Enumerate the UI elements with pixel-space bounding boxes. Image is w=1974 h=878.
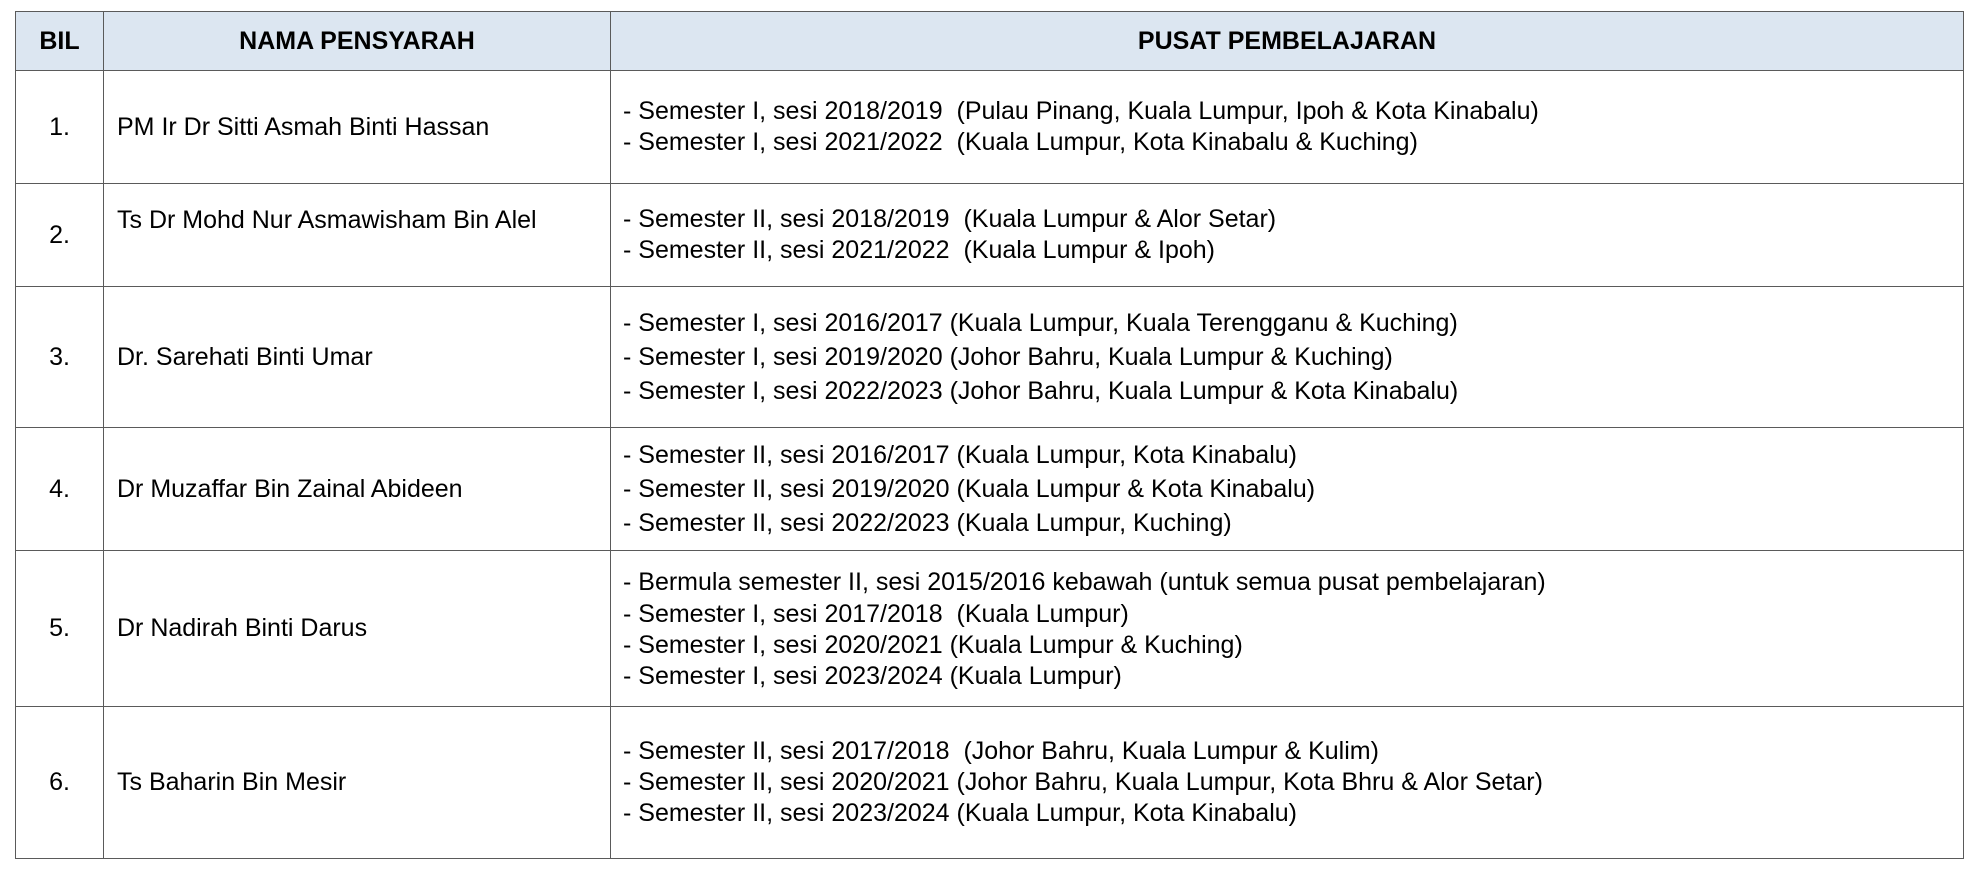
session-line: - Semester II, sesi 2017/2018 (Johor Bahru, Kuala Lumpur & Kulim) — [623, 737, 1379, 765]
table-header-row — [16, 12, 1964, 71]
table-row — [16, 551, 1964, 707]
session-line: - Semester II, sesi 2022/2023 (Kuala Lumpur, Kuching) — [623, 509, 1232, 537]
row-number: 6. — [16, 707, 104, 859]
lecturer-table-container — [15, 11, 1963, 859]
table-row — [16, 287, 1964, 428]
session-line: - Semester I, sesi 2019/2020 (Johor Bahru, Kuala Lumpur & Kuching) — [623, 343, 1393, 371]
session-line: - Semester II, sesi 2021/2022 (Kuala Lumpur & Ipoh) — [623, 236, 1215, 264]
session-line: - Semester I, sesi 2021/2022 (Kuala Lumpur, Kota Kinabalu & Kuching) — [623, 128, 1418, 156]
session-line: - Semester I, sesi 2017/2018 (Kuala Lumpur) — [623, 600, 1129, 628]
lecturer-name: Ts Dr Mohd Nur Asmawisham Bin Alel — [104, 184, 611, 287]
session-line: - Semester I, sesi 2018/2019 (Pulau Pinang, Kuala Lumpur, Ipoh & Kota Kinabalu) — [623, 97, 1539, 125]
header-nama-pensyarah: NAMA PENSYARAH — [104, 12, 611, 71]
table-row — [16, 184, 1964, 287]
learning-centers — [611, 551, 1964, 707]
lecturer-name: Dr. Sarehati Binti Umar — [104, 287, 611, 428]
session-line: - Semester II, sesi 2019/2020 (Kuala Lumpur & Kota Kinabalu) — [623, 475, 1316, 503]
session-line: - Semester II, sesi 2016/2017 (Kuala Lumpur, Kota Kinabalu) — [623, 441, 1297, 469]
row-number: 2. — [16, 184, 104, 287]
session-line: - Semester II, sesi 2023/2024 (Kuala Lumpur, Kota Kinabalu) — [623, 799, 1297, 827]
session-line: - Semester I, sesi 2022/2023 (Johor Bahru, Kuala Lumpur & Kota Kinabalu) — [623, 377, 1459, 405]
learning-centers — [611, 287, 1964, 428]
learning-centers — [611, 707, 1964, 859]
session-line: - Semester I, sesi 2016/2017 (Kuala Lumpur, Kuala Terengganu & Kuching) — [623, 309, 1458, 337]
learning-centers — [611, 184, 1964, 287]
session-line: - Semester I, sesi 2020/2021 (Kuala Lumpur & Kuching) — [623, 631, 1243, 659]
row-number: 5. — [16, 551, 104, 707]
row-number: 3. — [16, 287, 104, 428]
row-number: 1. — [16, 71, 104, 184]
header-pusat-pembelajaran: PUSAT PEMBELAJARAN — [611, 12, 1964, 71]
session-line: - Semester II, sesi 2018/2019 (Kuala Lumpur & Alor Setar) — [623, 205, 1277, 233]
lecturer-name: Ts Baharin Bin Mesir — [104, 707, 611, 859]
table-row — [16, 707, 1964, 859]
lecturer-name: Dr Nadirah Binti Darus — [104, 551, 611, 707]
session-line: - Semester II, sesi 2020/2021 (Johor Bahru, Kuala Lumpur, Kota Bhru & Alor Setar) — [623, 768, 1543, 796]
table-row — [16, 428, 1964, 551]
row-number: 4. — [16, 428, 104, 551]
header-bil: BIL — [16, 12, 104, 71]
learning-centers — [611, 428, 1964, 551]
learning-centers — [611, 71, 1964, 184]
lecturer-name: PM Ir Dr Sitti Asmah Binti Hassan — [104, 71, 611, 184]
lecturer-name: Dr Muzaffar Bin Zainal Abideen — [104, 428, 611, 551]
table-row — [16, 71, 1964, 184]
session-line: - Bermula semester II, sesi 2015/2016 kebawah (untuk semua pusat pembelajaran) — [623, 568, 1546, 596]
session-line: - Semester I, sesi 2023/2024 (Kuala Lumpur) — [623, 662, 1122, 690]
lecturer-table — [15, 11, 1964, 859]
